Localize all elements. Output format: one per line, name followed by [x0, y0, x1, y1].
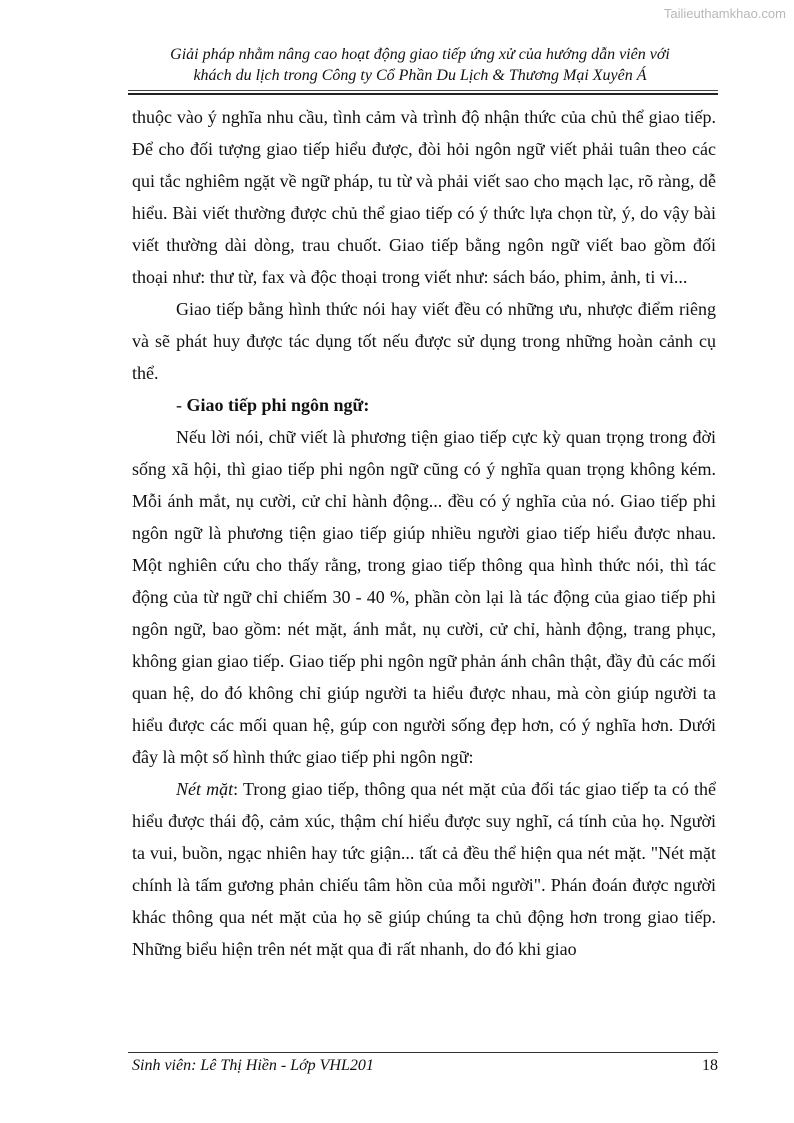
page-number: 18 [702, 1057, 718, 1074]
page-footer [132, 1056, 718, 1076]
page-header [128, 44, 712, 86]
heading-text: Giao tiếp phi ngôn ngữ: [186, 395, 370, 415]
page-body [132, 101, 716, 965]
paragraph-spoken-written-comparison: Giao tiếp bằng hình thức nói hay viết đều có những ưu, nhược điểm riêng và sẽ phát huy được tác dụng tốt nếu được sử dụng trong những hoàn cảnh cụ thể. [132, 299, 716, 383]
paragraph-facial-expression [132, 773, 716, 965]
header-title-line-2: khách du lịch trong Công ty Cổ Phần Du Lịch & Thương Mại Xuyên Á [193, 67, 647, 84]
header-rule-thick [128, 93, 718, 95]
header-rule-thin [128, 90, 718, 91]
term-facial-expression: Nét mặt [176, 779, 234, 799]
facial-expression-text: : Trong giao tiếp, thông qua nét mặt của đối tác giao tiếp ta có thể hiểu được thái độ, cảm xúc, thậm chí hiểu được suy nghĩ, cá tính của họ. Người ta vui, buồn, ngạc nhiên hay tức giận... tất cả đều thể hiện qua nét mặt. "Nét mặt chính là tấm gương phản chiếu tâm hồn của mỗi người". Phán đoán được người khác thông qua nét mặt của họ sẽ giúp chúng ta chủ động hơn trong giao tiếp. Những biểu hiện trên nét mặt qua đi rất nhanh, do đó khi giao [132, 779, 716, 959]
student-info: Sinh viên: Lê Thị Hiền - Lớp VHL201 [132, 1057, 374, 1074]
footer-rule [128, 1052, 718, 1053]
heading-dash: - [176, 395, 187, 415]
paragraph-written-language: thuộc vào ý nghĩa nhu cầu, tình cảm và trình độ nhận thức của chủ thể giao tiếp. Để cho đối tượng giao tiếp hiểu được, đòi hỏi ngôn ngữ viết phải tuân theo các qui tắc nghiêm ngặt về ngữ pháp, tu từ và phải viết sao cho mạch lạc, rõ ràng, dễ hiểu. Bài viết thường được chủ thể giao tiếp có ý thức lựa chọn từ, ý, do vậy bài viết thường dài dòng, trau chuốt. Giao tiếp bằng ngôn ngữ viết bao gồm đối thoại như: thư từ, fax và độc thoại trong viết như: sách báo, phim, ảnh, ti vi... [132, 107, 716, 287]
watermark-text: Tailieuthamkhao.com [663, 6, 786, 21]
paragraph-nonverbal-intro: Nếu lời nói, chữ viết là phương tiện giao tiếp cực kỳ quan trọng trong đời sống xã hội, thì giao tiếp phi ngôn ngữ cũng có ý nghĩa quan trọng không kém. Mỗi ánh mắt, nụ cười, cử chỉ hành động... đều có ý nghĩa của nó. Giao tiếp phi ngôn ngữ là phương tiện giao tiếp giúp nhiều người giao tiếp hiểu được nhau. Một nghiên cứu cho thấy rằng, trong giao tiếp thông qua hình thức nói, thì tác động của từ ngữ chỉ chiếm 30 - 40 %, phần còn lại là tác động của giao tiếp phi ngôn ngữ, bao gồm: nét mặt, ánh mắt, nụ cười, cử chỉ, hành động, trang phục, không gian giao tiếp. Giao tiếp phi ngôn ngữ phản ánh chân thật, đầy đủ các mối quan hệ, do đó không chỉ giúp người ta hiểu được nhau, mà còn giúp người ta hiểu được các mối quan hệ, gúp con người sống đẹp hơn, có ý nghĩa hơn. Dưới đây là một số hình thức giao tiếp phi ngôn ngữ: [132, 427, 716, 767]
section-heading [132, 389, 716, 421]
header-title-line-1: Giải pháp nhằm nâng cao hoạt động giao tiếp ứng xử của hướng dẫn viên với [170, 46, 670, 63]
